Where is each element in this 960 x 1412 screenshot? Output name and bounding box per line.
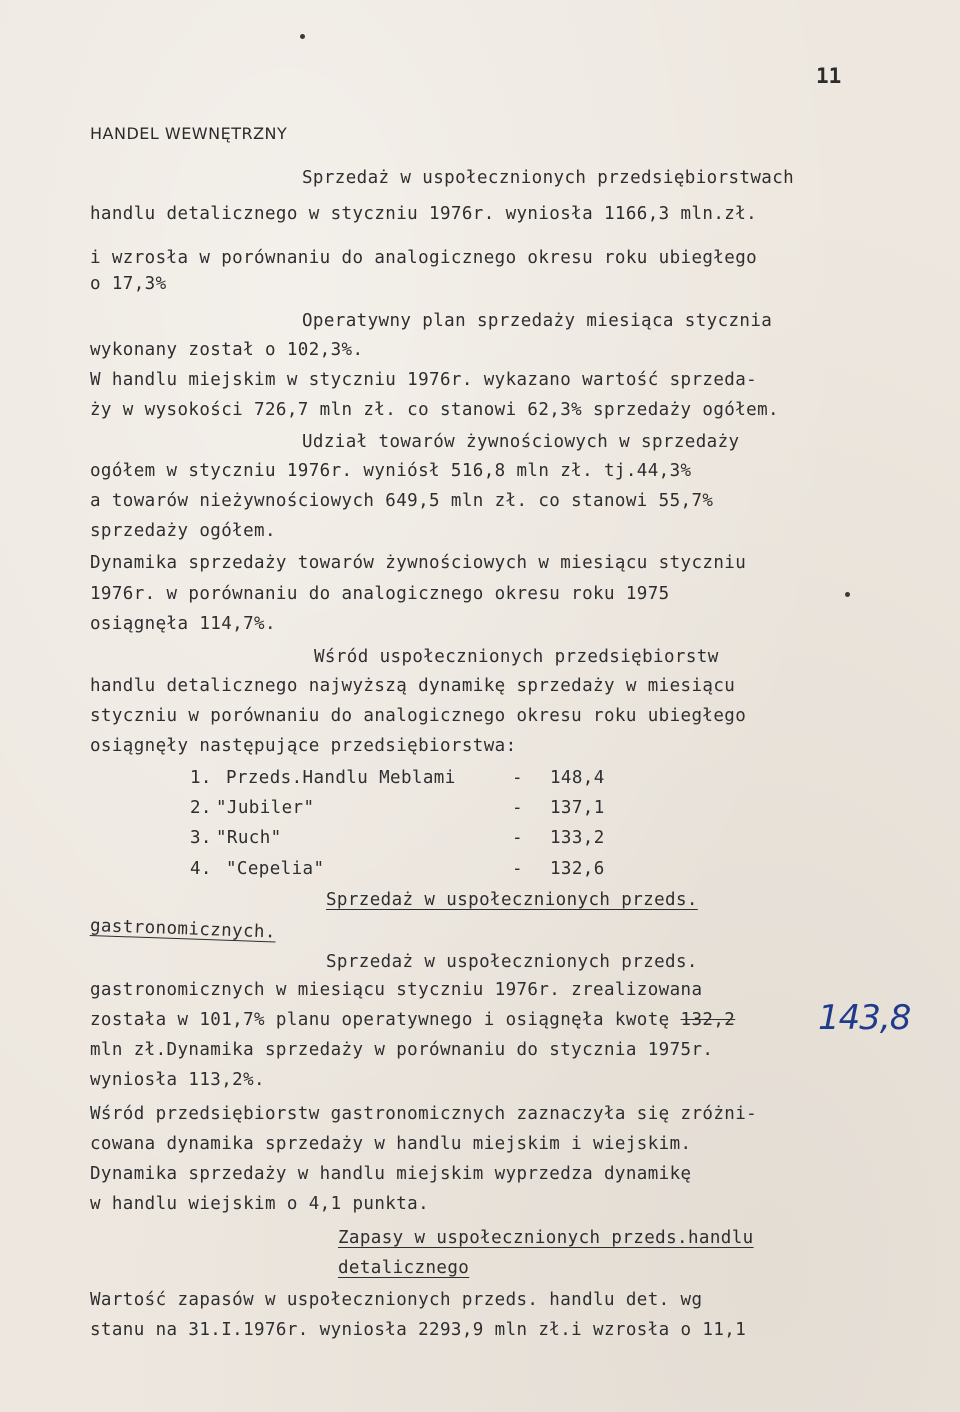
ranking-dash: - [512, 828, 523, 848]
text-line: ogółem w styczniu 1976r. wyniósł 516,8 mln zł. tj.44,3% [90, 461, 692, 481]
text-line: wykonany został o 102,3%. [90, 340, 364, 360]
text-line: Dynamika sprzedaży towarów żywnościowych w miesiącu styczniu [90, 553, 747, 573]
ranking-value: 148,4 [550, 768, 605, 788]
text-line: handlu detalicznego najwyższą dynamikę sprzedaży w miesiącu [90, 676, 736, 696]
text-line: o 17,3% [90, 274, 167, 294]
ranking-num: 3. [190, 828, 212, 848]
subheading-gastronomy: Sprzedaż w uspołecznionych przeds. [326, 890, 698, 910]
text-line: osiągnęły następujące przedsiębiorstwa: [90, 736, 517, 756]
text-line: mln zł.Dynamika sprzedaży w porównaniu do stycznia 1975r. [90, 1040, 714, 1060]
text-line: Dynamika sprzedaży w handlu miejskim wyprzedza dynamikę [90, 1164, 692, 1184]
text-line: W handlu miejskim w styczniu 1976r. wykazano wartość sprzeda- [90, 370, 758, 390]
text-line: i wzrosła w porównaniu do analogicznego okresu roku ubiegłego [90, 248, 758, 268]
text-line: a towarów nieżywnościowych 649,5 mln zł. co stanowi 55,7% [90, 491, 714, 511]
ranking-num: 4. [190, 859, 212, 879]
scan-speck [845, 592, 850, 597]
text-line: sprzedaży ogółem. [90, 521, 276, 541]
text-line: 1976r. w porównaniu do analogicznego okresu roku 1975 [90, 584, 670, 604]
ranking-num: 1. [190, 768, 212, 788]
ranking-dash: - [512, 798, 523, 818]
text-line: gastronomicznych w miesiącu styczniu 1976r. zrealizowana [90, 980, 703, 1000]
text-line: Wartość zapasów w uspołecznionych przeds. handlu det. wg [90, 1290, 703, 1310]
ranking-value: 133,2 [550, 828, 605, 848]
scan-speck [300, 34, 305, 39]
text-line: Udział towarów żywnościowych w sprzedaży [302, 432, 740, 452]
text-line: ży w wysokości 726,7 mln zł. co stanowi 62,3% sprzedaży ogółem. [90, 400, 779, 420]
text-fragment: została w 101,7% planu operatywnego i osiągnęła kwotę [90, 1010, 681, 1030]
text-line: w handlu wiejskim o 4,1 punkta. [90, 1194, 430, 1214]
text-line: Sprzedaż w uspołecznionych przeds. [326, 952, 698, 972]
ranking-name: "Cepelia" [226, 859, 325, 879]
ranking-dash: - [512, 859, 523, 879]
ranking-value: 132,6 [550, 859, 605, 879]
text-line: Wśród przedsiębiorstw gastronomicznych zaznaczyła się zróżni- [90, 1104, 758, 1124]
ranking-num: 2. [190, 798, 212, 818]
ranking-name: Przeds.Handlu Meblami [226, 768, 456, 788]
text-line: Wśród uspołecznionych przedsiębiorstw [314, 647, 719, 667]
subheading-stock: Zapasy w uspołecznionych przeds.handlu [338, 1228, 754, 1248]
struck-value: 132,2 [680, 1010, 736, 1030]
text-line: styczniu w porównaniu do analogicznego okresu roku ubiegłego [90, 706, 747, 726]
ranking-name: "Jubiler" [216, 798, 315, 818]
page-number: 11 [816, 64, 842, 88]
text-line-with-correction [90, 1010, 735, 1030]
section-title: HANDEL WEWNĘTRZNY [90, 124, 288, 143]
text-line: wyniosła 113,2%. [90, 1070, 265, 1090]
text-line: Operatywny plan sprzedaży miesiąca stycznia [302, 311, 773, 331]
ranking-dash: - [512, 768, 523, 788]
subheading-gastronomy-cont: gastronomicznych. [89, 916, 277, 943]
handwritten-correction: 143,8 [818, 998, 911, 1038]
text-line: cowana dynamika sprzedaży w handlu miejskim i wiejskim. [90, 1134, 692, 1154]
subheading-stock-cont: detalicznego [338, 1258, 470, 1278]
text-line: Sprzedaż w uspołecznionych przedsiębiorstwach [302, 168, 795, 188]
text-line: osiągnęła 114,7%. [90, 614, 276, 634]
ranking-value: 137,1 [550, 798, 605, 818]
ranking-name: "Ruch" [216, 828, 282, 848]
text-line: handlu detalicznego w styczniu 1976r. wyniosła 1166,3 mln.zł. [90, 204, 758, 224]
text-line: stanu na 31.I.1976r. wyniosła 2293,9 mln zł.i wzrosła o 11,1 [90, 1320, 747, 1340]
